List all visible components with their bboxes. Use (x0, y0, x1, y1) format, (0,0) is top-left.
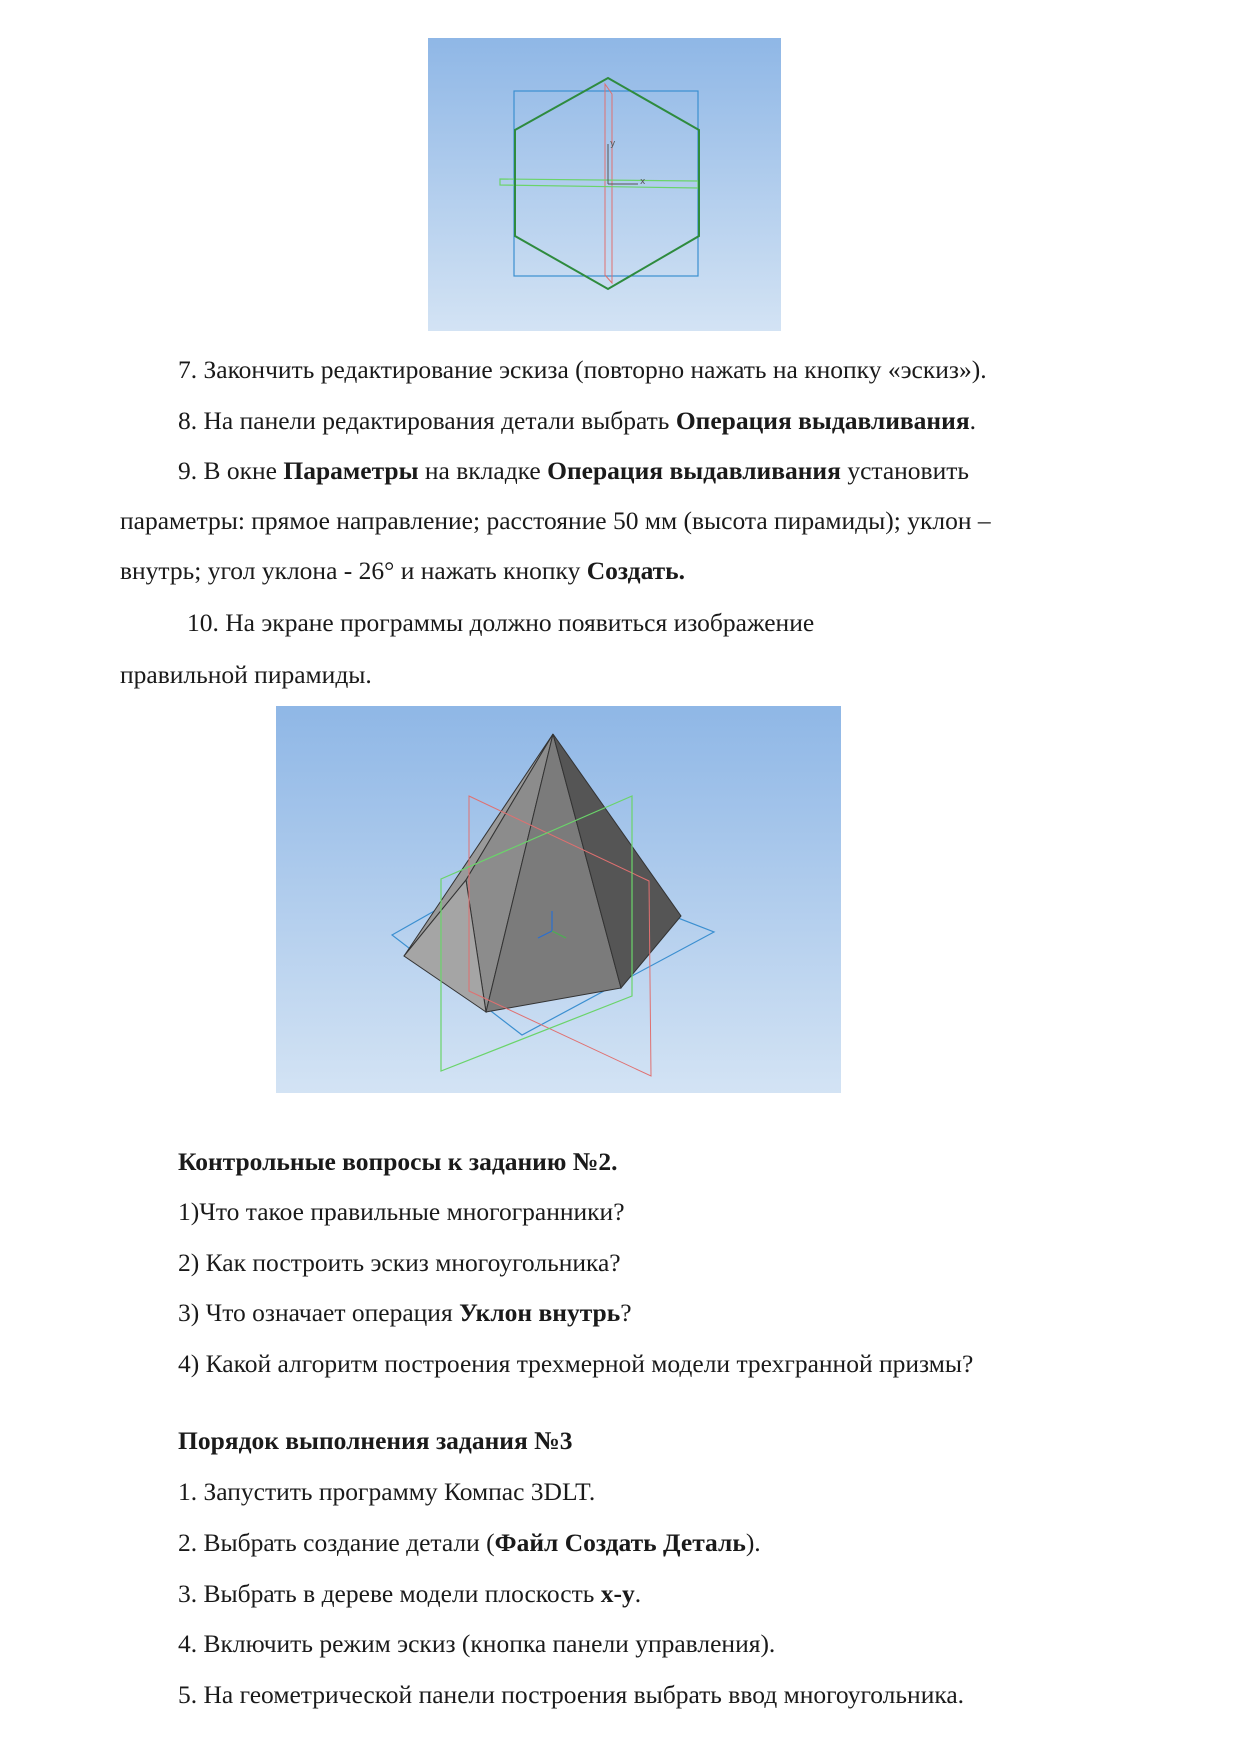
text-segment-0: 4) Какой алгоритм построения трехмерной модели трехгранной призмы? (178, 1349, 974, 1378)
text-segment-0: 10. На экране программы должно появиться изображение (187, 608, 815, 637)
y-axis-label: y (610, 139, 616, 149)
questions-heading: Контрольные вопросы к заданию №2. (178, 1147, 618, 1176)
text-segment-2: ). (745, 1528, 761, 1557)
text-segment-0: внутрь; угол уклона - 26° и нажать кнопку (120, 556, 587, 585)
text-segment-2: на вкладке (418, 456, 548, 485)
task3-step-1 (178, 1476, 595, 1508)
text-segment-2: ? (620, 1298, 632, 1327)
sketch-viewport-figure (428, 38, 781, 331)
step-9 (178, 455, 969, 487)
bold-segment-3: Операция выдавливания (547, 456, 841, 485)
text-segment-0: 3) Что означает операция (178, 1298, 460, 1327)
step-10 (187, 607, 814, 639)
text-segment-0: 2) Как построить эскиз многоугольника? (178, 1248, 621, 1277)
step-7 (178, 354, 987, 386)
text-segment-0: 7. Закончить редактирование эскиза (повторно нажать на кнопку «эскиз»). (178, 355, 987, 384)
bold-segment-1: Операция выдавливания (675, 406, 970, 435)
text-segment-0: правильной пирамиды. (120, 660, 372, 689)
task3-step-4 (178, 1628, 775, 1660)
step-9-cont-2 (120, 555, 685, 587)
bold-segment-1: x-y (600, 1579, 635, 1608)
bold-segment-1: Создать. (586, 556, 686, 585)
text-segment-0: 4. Включить режим эскиз (кнопка панели управления). (178, 1629, 776, 1658)
question-2 (178, 1247, 621, 1279)
bold-segment-1: Файл Создать Деталь (494, 1528, 746, 1557)
step-9-cont-1 (120, 505, 991, 537)
task3-step-2 (178, 1527, 761, 1559)
step-10-cont (120, 659, 372, 691)
step-8 (178, 405, 976, 437)
pyramid-viewport-figure (276, 706, 841, 1093)
question-4 (178, 1348, 973, 1380)
text-segment-0: 1)Что такое правильные многогранники? (178, 1197, 625, 1226)
text-segment-2: . (969, 406, 976, 435)
bold-segment-1: Параметры (283, 456, 419, 485)
question-3 (178, 1297, 632, 1329)
text-segment-0: 9. В окне (178, 456, 284, 485)
text-segment-4: установить (840, 456, 970, 485)
bold-segment-1: Уклон внутрь (459, 1298, 621, 1327)
task3-step-3 (178, 1578, 641, 1610)
text-segment-0: 2. Выбрать создание детали ( (178, 1528, 495, 1557)
x-axis-label: x (640, 177, 646, 187)
text-segment-2: . (634, 1579, 642, 1608)
task3-step-5 (178, 1679, 964, 1711)
text-segment-0: 1. Запустить программу Компас 3DLT. (178, 1477, 596, 1506)
task3-heading: Порядок выполнения задания №3 (178, 1426, 573, 1455)
question-1 (178, 1196, 625, 1228)
text-segment-0: 5. На геометрической панели построения выбрать ввод многоугольника. (178, 1680, 965, 1709)
text-segment-0: 8. На панели редактирования детали выбрать (178, 406, 676, 435)
text-segment-0: 3. Выбрать в дереве модели плоскость (178, 1579, 601, 1608)
text-segment-0: параметры: прямое направление; расстояние 50 мм (высота пирамиды); уклон – (120, 506, 991, 535)
